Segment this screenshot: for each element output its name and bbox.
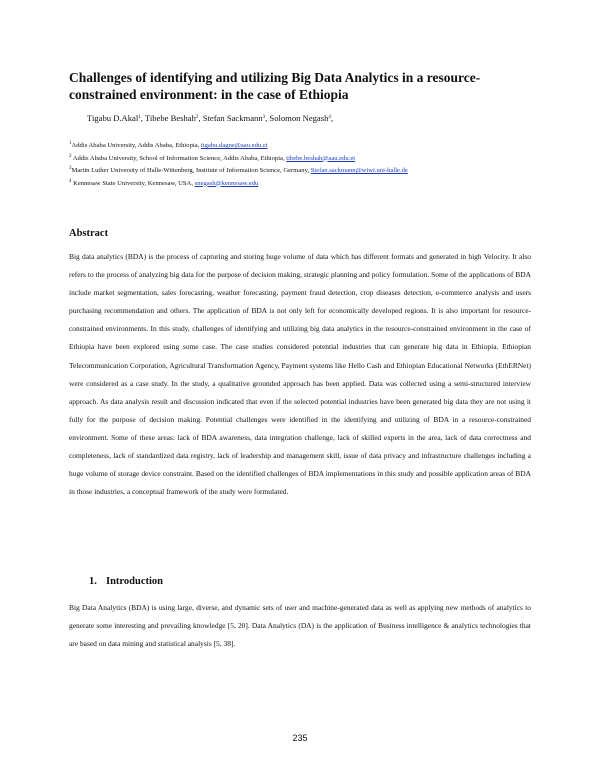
section-title: Introduction [106, 576, 163, 587]
email-link[interactable]: tigabu.dagne@aau.edu.et [200, 142, 268, 149]
affiliation: $^4$ Kennesaw State University, Kennesaw, USA, snegash@kennesaw.edu [69, 178, 259, 187]
affiliation: $^1$Addis Ababa University, Addis Ababa, Ethiopia, tigabu.dagne@aau.edu.et [69, 141, 268, 149]
affiliation-list [69, 140, 539, 190]
abstract-heading: Abstract [69, 228, 109, 239]
author: Tibebe Beshah$^2$, [144, 113, 203, 123]
introduction-heading [89, 576, 163, 587]
introduction-text: Big Data Analytics (BDA) is using large, diverse, and dynamic sets of user and machine-generated data as well as applying new methods of analytics to generate some interesting and prevailing knowledge [5, 20]. Data Analytics (DA) is the application of Business intelligence & analytics technologies that are based on data mining and statistical analysis [5, 38]. [69, 603, 531, 649]
email-link[interactable]: tibebe.beshah@aau.edu.et [286, 154, 356, 162]
author: Solomon Negash$^4$, [269, 113, 334, 123]
author: Tigabu D.Akal$^1$, [87, 113, 145, 123]
email-link[interactable]: snegash@kennesaw.edu [194, 179, 259, 187]
abstract-text: Big data analytics (BDA) is the process of capturing and storing huge volume of data which has different formats and generated in high Velocity. It also refers to the process of analyzing big data for the purpose of decision making, strategic planning and policy formulation. Some of the applications of BDA include market segmentation, sales forecasting, weather forecasting, payment fraud detection, crop diseases detection, e-commerce analysis and users purchasing recommendation and others. The application of BDA is not only left for economically developed regions. It is also important for resource-constrained environments. In this study, challenges of identifying and utilizing big data analytics in the resource-constrained environment in the case of Ethiopia have been explored using some case. The case studies considered potential industries that can generate big data in Ethiopia. Ethiopian Telecommunication Corporation, Agricultural Transformation Agency, Payment systems like Hello Cash and Ethiopian Educational Networks (EthERNet) were considered as a case study. In the study, a qualitative grounded approach has been applied. Data was collected using a semi-structured interview approach. As data analysis result and discussion indicated that even if the selected potential industries have been generated big data they are not using it fully for the purpose of decision making. Potential challenges were identified in the identifying and utilizing of BDA in a resource-constrained environment. Some of these areas: lack of BDA awareness, data integration challenge, lack of skilled experts in the area, lack of data correctness and completeness, lack of standardized data registry, lack of leadership and management skill, issue of data privacy and infrastructure challenges including a huge volume of storage device constraint. Based on the identified challenges of BDA implementations in this study and possible application areas of BDA in those industries, a conceptual framework of the study were formulated. [69, 252, 531, 497]
author: Stefan Sackmann$^3$, [202, 113, 270, 123]
author-list [87, 113, 333, 123]
affiliation: $^2$ Addis Ababa University, School of Information Science, Addis Ababa, Ethiopia, tibebe.beshah@aau.edu.et [69, 153, 356, 162]
affiliation: $^3$Martin Luther University of Halle-Wittenberg, Institute of Information Science, Germany, Stefan.sackmann@wiwi.uni-halle.de [69, 166, 408, 174]
page-number: 235 [292, 733, 308, 743]
paper-title: Challenges of identifying and utilizing Big Data Analytics in a resource-constrained environment: in the case of Ethiopia [69, 70, 481, 102]
email-link[interactable]: Stefan.sackmann@wiwi.uni-halle.de [310, 167, 408, 174]
section-number: 1. [89, 576, 97, 587]
